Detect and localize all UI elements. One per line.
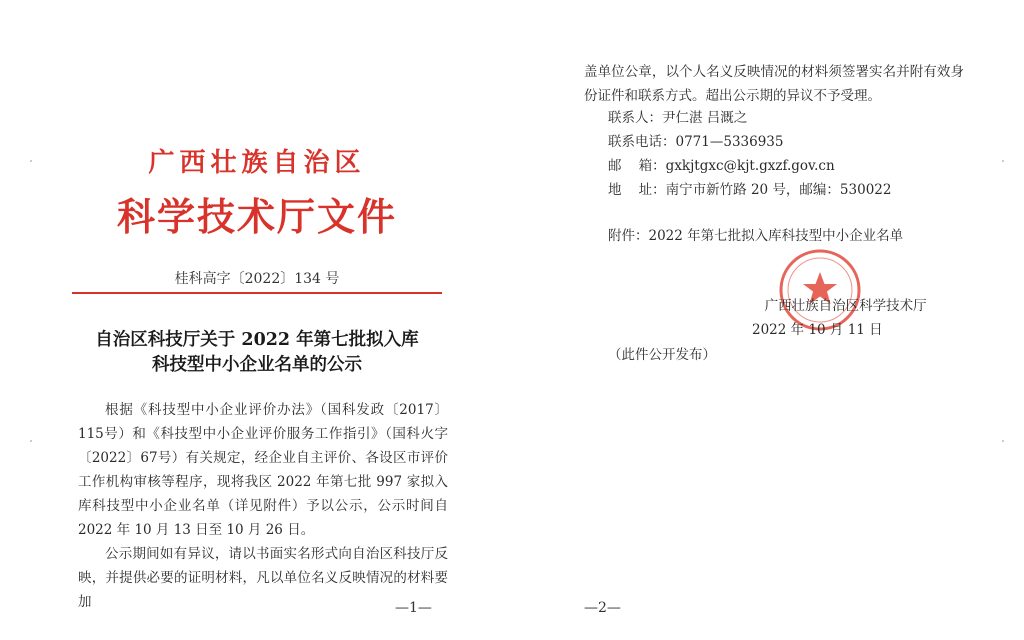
contact-block [608, 106, 891, 202]
contact-label: 邮 箱： [608, 158, 666, 174]
continuation-text [584, 60, 964, 108]
scan-dot [30, 160, 32, 162]
contact-value: 南宁市新竹路 20 号，邮编：530022 [665, 182, 892, 198]
scan-dot [1002, 160, 1004, 162]
publish-note: （此件公开发布） [608, 347, 716, 363]
scan-dot [1002, 440, 1004, 442]
contact-row-address [608, 178, 891, 202]
paragraph-1: 根据《科技型中小企业评价办法》（国科发政〔2017〕115号）和《科技型中小企业评价服务工作指引》（国科火字〔2022〕67号）有关规定，经企业自主评价、各设区市评价工作机构审核等程序，现将我区 2022 年第七批 997 家拟入库科技型中小企业名单（详见附件）予以公示，公示时间自 2022 年 10 月 13 日至 10 月 26 日。 [78, 402, 448, 538]
paragraph-2: 公示期间如有异议，请以书面实名形式向自治区科技厅反映，并提供必要的证明材料，凡以单位名义反映情况的材料要加 [78, 546, 448, 610]
red-divider [72, 292, 442, 294]
signature-org: 广西壮族自治区科学技术厅 [764, 298, 927, 314]
contact-label: 联系人： [608, 110, 662, 126]
doc-type-heading: 科学技术厅文件 [116, 194, 397, 239]
signature-date: 2022 年 10 月 11 日 [752, 322, 883, 338]
doc-title-line-1: 自治区科技厅关于 2022 年第七批拟入库 [95, 330, 419, 350]
page-number-1: —1— [395, 600, 432, 616]
signature-block [752, 294, 927, 342]
contact-row-phone [608, 130, 891, 154]
contact-value: 0771—5336935 [675, 134, 784, 150]
doc-title [72, 328, 442, 378]
contact-label: 地 址： [608, 182, 666, 198]
doc-number: 桂科高字〔2022〕134 号 [174, 271, 340, 287]
scan-dot [30, 440, 32, 442]
right-page [512, 0, 1024, 640]
contact-row-person [608, 106, 891, 130]
doc-title-line-2: 科技型中小企业名单的公示 [152, 355, 362, 375]
contact-label: 联系电话： [608, 134, 676, 150]
org-name: 广西壮族自治区 [148, 148, 366, 178]
attachment-line: 附件：2022 年第七批拟入库科技型中小企业名单 [608, 228, 904, 244]
body-text [78, 398, 448, 614]
contact-value: 尹仁湛 吕溉之 [662, 110, 748, 126]
contact-value: gxkjtgxc@kjt.gxzf.gov.cn [665, 158, 835, 174]
continuation-paragraph: 盖单位公章，以个人名义反映情况的材料须签署实名并附有效身份证件和联系方式。超出公示期的异议不予受理。 [584, 64, 964, 104]
contact-row-email [608, 154, 891, 178]
page-number-2: —2— [584, 600, 621, 616]
